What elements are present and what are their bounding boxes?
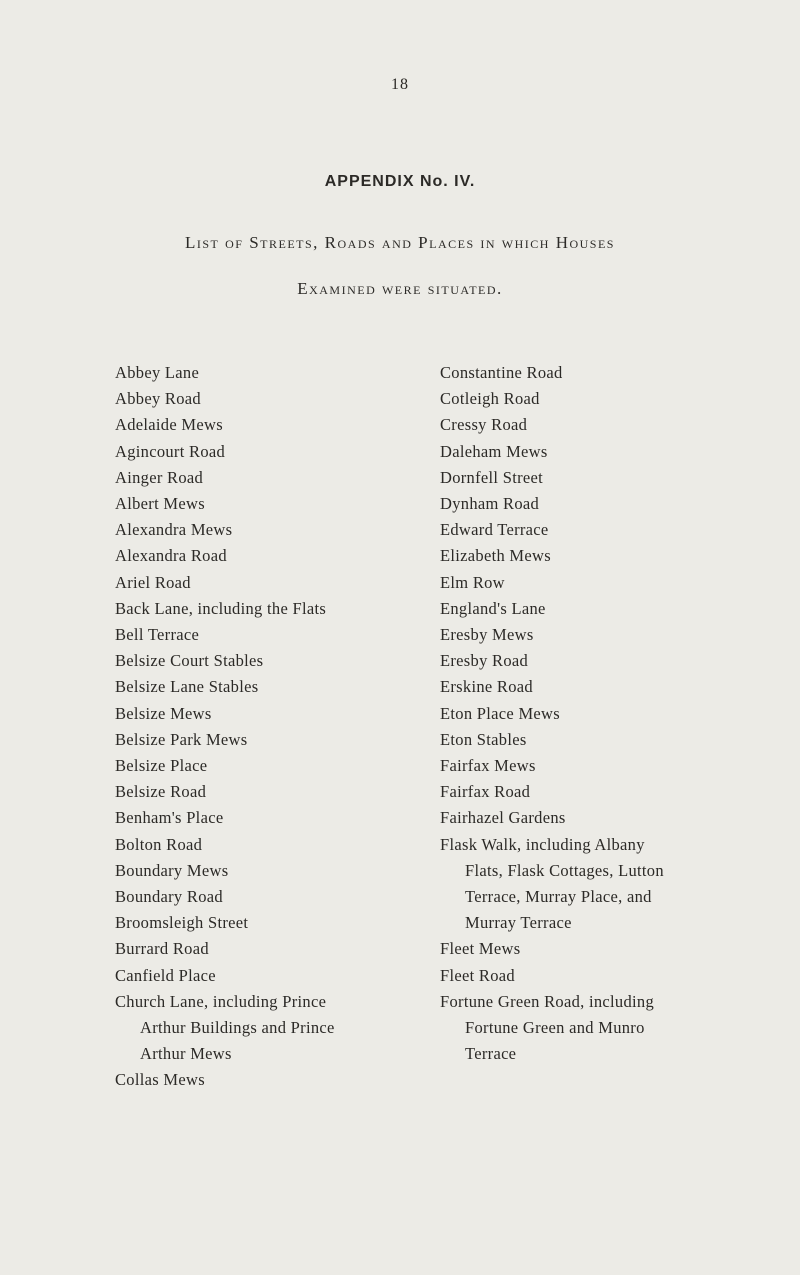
list-item: Elm Row bbox=[440, 572, 505, 592]
list-item: Elizabeth Mews bbox=[440, 546, 551, 566]
list-item: Belsize Place bbox=[115, 756, 208, 776]
list-item: Fortune Green Road, including bbox=[440, 991, 654, 1011]
list-item: Fleet Mews bbox=[440, 939, 521, 959]
list-item: Bell Terrace bbox=[115, 625, 200, 645]
list-item: Albert Mews bbox=[115, 494, 205, 514]
list-item: Church Lane, including Prince bbox=[115, 991, 327, 1011]
list-item: Belsize Mews bbox=[115, 703, 212, 723]
list-item: Dynham Road bbox=[440, 494, 540, 514]
list-item: Belsize Road bbox=[115, 782, 207, 802]
list-item: Fairfax Mews bbox=[440, 756, 536, 776]
list-item: Daleham Mews bbox=[440, 441, 548, 461]
list-item: Benham's Place bbox=[115, 808, 224, 828]
list-item: Boundary Road bbox=[115, 887, 223, 907]
list-item: Cressy Road bbox=[440, 415, 528, 435]
list-item: Eton Stables bbox=[440, 729, 527, 749]
list-item: Belsize Lane Stables bbox=[115, 677, 259, 697]
left-column-list bbox=[115, 360, 425, 1094]
list-item-continuation: Arthur Mews bbox=[140, 1044, 232, 1064]
list-item-continuation: Murray Terrace bbox=[465, 913, 572, 933]
list-item-continuation: Arthur Buildings and Prince bbox=[140, 1018, 335, 1038]
appendix-heading: APPENDIX No. IV. bbox=[324, 173, 476, 190]
list-item: Collas Mews bbox=[115, 1070, 205, 1090]
list-item: Adelaide Mews bbox=[115, 415, 223, 435]
list-item: Agincourt Road bbox=[115, 441, 226, 461]
list-item: Edward Terrace bbox=[440, 520, 549, 540]
list-item: Boundary Mews bbox=[115, 860, 229, 880]
list-item-continuation: Terrace bbox=[465, 1044, 517, 1064]
list-item: Dornfell Street bbox=[440, 467, 544, 487]
page-number: 18 bbox=[391, 76, 409, 93]
list-item: Constantine Road bbox=[440, 363, 563, 382]
list-item: Abbey Road bbox=[115, 389, 201, 409]
list-item: Flask Walk, including Albany bbox=[440, 834, 645, 854]
list-item-continuation: Flats, Flask Cottages, Lutton bbox=[465, 860, 664, 880]
list-item: Fairfax Road bbox=[440, 782, 531, 802]
subtitle-line-1: List of Streets, Roads and Places in which Houses bbox=[184, 233, 615, 252]
subtitle-line-2: Examined were situated. bbox=[297, 279, 503, 298]
list-item: England's Lane bbox=[440, 598, 546, 618]
list-item: Canfield Place bbox=[115, 965, 216, 985]
list-item: Alexandra Mews bbox=[115, 520, 233, 540]
list-item: Cotleigh Road bbox=[440, 389, 540, 409]
list-item: Eresby Mews bbox=[440, 625, 534, 645]
list-item: Back Lane, including the Flats bbox=[115, 598, 327, 618]
list-item: Burrard Road bbox=[115, 939, 209, 959]
list-item-continuation: Terrace, Murray Place, and bbox=[465, 887, 652, 907]
list-item: Ariel Road bbox=[115, 572, 191, 592]
right-column-list bbox=[440, 360, 760, 1067]
list-item-continuation: Fortune Green and Munro bbox=[465, 1018, 645, 1038]
list-item: Alexandra Road bbox=[115, 546, 227, 566]
list-item: Erskine Road bbox=[440, 677, 533, 697]
list-item: Broomsleigh Street bbox=[115, 913, 249, 933]
list-item: Abbey Lane bbox=[115, 363, 200, 382]
list-item: Belsize Park Mews bbox=[115, 729, 248, 749]
list-item: Eton Place Mews bbox=[440, 703, 560, 723]
list-item: Belsize Court Stables bbox=[115, 651, 264, 671]
list-item: Eresby Road bbox=[440, 651, 529, 671]
list-item: Ainger Road bbox=[115, 467, 204, 487]
list-item: Fairhazel Gardens bbox=[440, 808, 566, 828]
list-item: Bolton Road bbox=[115, 834, 203, 854]
list-item: Fleet Road bbox=[440, 965, 515, 985]
